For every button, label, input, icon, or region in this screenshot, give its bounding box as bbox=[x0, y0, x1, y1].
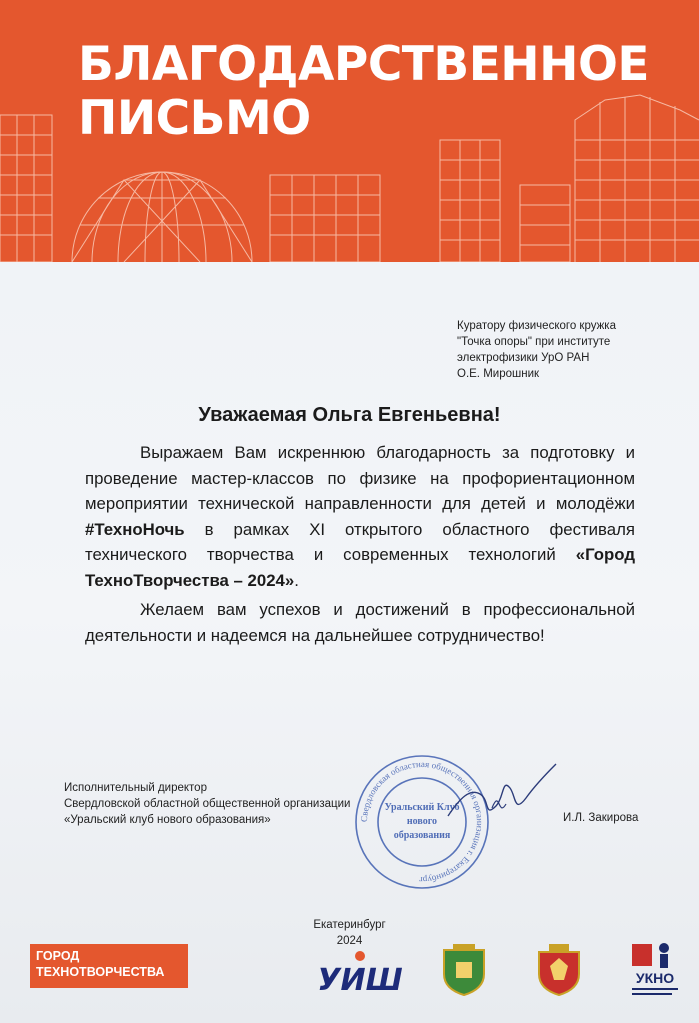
uish-logo-text: УИШ bbox=[317, 963, 403, 994]
uish-logo bbox=[312, 948, 408, 994]
recipient-line: "Точка опоры" при институте bbox=[457, 336, 611, 348]
city-of-technocreativity-logo bbox=[30, 944, 188, 988]
document-title bbox=[78, 38, 649, 146]
letter-body bbox=[85, 440, 635, 648]
stamp-center-line: нового bbox=[406, 816, 438, 827]
signer-block bbox=[64, 780, 350, 828]
body-text: Выражаем Вам искреннюю благодарность за подготовку и проведение мастер-классов по физике на профориентационном мероприятии технической направленности для детей и молодёжи bbox=[85, 443, 635, 513]
title-line-2: ПИСЬМО bbox=[78, 91, 311, 146]
ukno-logo-icon bbox=[628, 938, 682, 1000]
body-paragraph-2: Желаем вам успехов и достижений в профессиональной деятельности и надеемся на дальнейшее сотрудничество! bbox=[85, 600, 635, 645]
recipient-line: электрофизики УрО РАН bbox=[457, 352, 590, 364]
header-banner bbox=[0, 0, 699, 262]
hashtag: #ТехноНочь bbox=[85, 519, 185, 539]
regional-coat-of-arms-icon bbox=[536, 944, 582, 996]
body-paragraph-1 bbox=[85, 440, 635, 593]
recipient-name: О.Е. Мирошник bbox=[457, 368, 540, 380]
coat-of-arms-icon bbox=[441, 944, 487, 996]
stamp-center-line: Уральский Клуб bbox=[384, 802, 460, 813]
stamp-center-line: образования bbox=[393, 830, 451, 841]
recipient-block bbox=[457, 318, 616, 382]
recipient-line: Куратору физического кружка bbox=[457, 320, 616, 332]
signature bbox=[440, 758, 560, 828]
logo-line: ГОРОД bbox=[36, 949, 80, 963]
city: Екатеринбург bbox=[313, 919, 386, 931]
year: 2024 bbox=[336, 935, 363, 947]
logo-line: ТЕХНОТВОРЧЕСТВА bbox=[36, 965, 165, 979]
title-line-1: БЛАГОДАРСТВЕННОЕ bbox=[78, 37, 650, 92]
body-text: . bbox=[294, 570, 299, 590]
stamp-ring-text: Свердловская областная общественная организация г. Екатеринбург bbox=[358, 758, 486, 886]
ukno-logo-text: УКНО bbox=[635, 970, 675, 986]
signer-name: И.Л. Закирова bbox=[563, 812, 639, 824]
signer-position: Исполнительный директор bbox=[64, 782, 207, 794]
greeting: Уважаемая Ольга Евгеньевна! bbox=[198, 404, 501, 426]
body-text: в рамках XI открытого областного фестиваля технического творчества и современных технологий bbox=[85, 519, 635, 564]
signer-organization-name: «Уральский клуб нового образования» bbox=[64, 814, 271, 826]
signer-organization: Свердловской областной общественной организации bbox=[64, 798, 351, 810]
festival-name: «Город ТехноТворчества – 2024» bbox=[85, 545, 635, 590]
